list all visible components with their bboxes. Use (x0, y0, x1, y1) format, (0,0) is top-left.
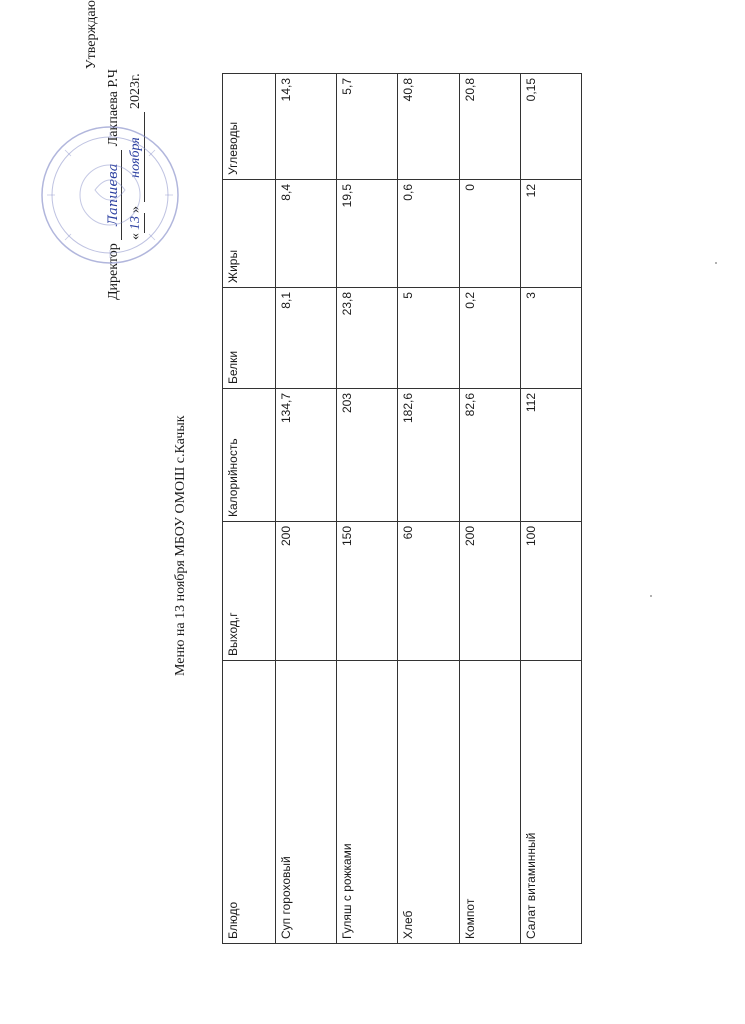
table-row (398, 74, 459, 944)
director-label: Директор (106, 243, 121, 300)
round-seal-icon (35, 120, 185, 270)
director-signature: Лапшева (106, 150, 122, 240)
scan-dot (650, 595, 652, 597)
cell-proteins: 3 (520, 288, 581, 389)
cell-calories: 82,6 (459, 389, 520, 522)
header-calories: Калорийность (223, 389, 276, 522)
menu-table-wrapper (222, 74, 582, 944)
quote-close: » (128, 206, 143, 213)
cell-dish: Хлеб (398, 661, 459, 944)
cell-proteins: 0,2 (459, 288, 520, 389)
cell-dish: Гуляш с рожками (337, 661, 398, 944)
header-carbs: Углеводы (223, 74, 276, 180)
table-row (276, 74, 337, 944)
cell-fats: 19,5 (337, 180, 398, 288)
scan-dot (715, 262, 717, 264)
cell-calories: 134,7 (276, 389, 337, 522)
cell-calories: 203 (337, 389, 398, 522)
date-month: ноября (128, 113, 145, 203)
table-row (520, 74, 581, 944)
cell-yield: 60 (398, 522, 459, 661)
cell-carbs: 40,8 (398, 74, 459, 180)
cell-fats: 0 (459, 180, 520, 288)
date-year: 2023г. (128, 73, 143, 109)
header-fats: Жиры (223, 180, 276, 288)
cell-yield: 150 (337, 522, 398, 661)
cell-dish: Компот (459, 661, 520, 944)
header-dish: Блюдо (223, 661, 276, 944)
header-yield: Выход,г (223, 522, 276, 661)
table-row (337, 74, 398, 944)
cell-proteins: 5 (398, 288, 459, 389)
cell-yield: 100 (520, 522, 581, 661)
cell-calories: 182,6 (398, 389, 459, 522)
cell-fats: 8,4 (276, 180, 337, 288)
approve-label: Утверждаю (84, 0, 99, 70)
page-title: Меню на 13 ноября МБОУ ОМОШ с.Качык (173, 415, 188, 676)
cell-dish: Салат витаминный (520, 661, 581, 944)
cell-carbs: 0,15 (520, 74, 581, 180)
table-row (459, 74, 520, 944)
cell-fats: 12 (520, 180, 581, 288)
date-day: 13 (128, 213, 145, 233)
cell-fats: 0,6 (398, 180, 459, 288)
director-name: Лакпаева Р.Ч (106, 68, 121, 147)
quote-open: « (128, 233, 143, 240)
cell-dish: Суп гороховый (276, 661, 337, 944)
cell-calories: 112 (520, 389, 581, 522)
cell-carbs: 14,3 (276, 74, 337, 180)
cell-yield: 200 (276, 522, 337, 661)
cell-carbs: 5,7 (337, 74, 398, 180)
cell-carbs: 20,8 (459, 74, 520, 180)
header-proteins: Белки (223, 288, 276, 389)
menu-table (222, 73, 582, 944)
table-header-row (223, 74, 276, 944)
cell-proteins: 8,1 (276, 288, 337, 389)
cell-proteins: 23,8 (337, 288, 398, 389)
cell-yield: 200 (459, 522, 520, 661)
